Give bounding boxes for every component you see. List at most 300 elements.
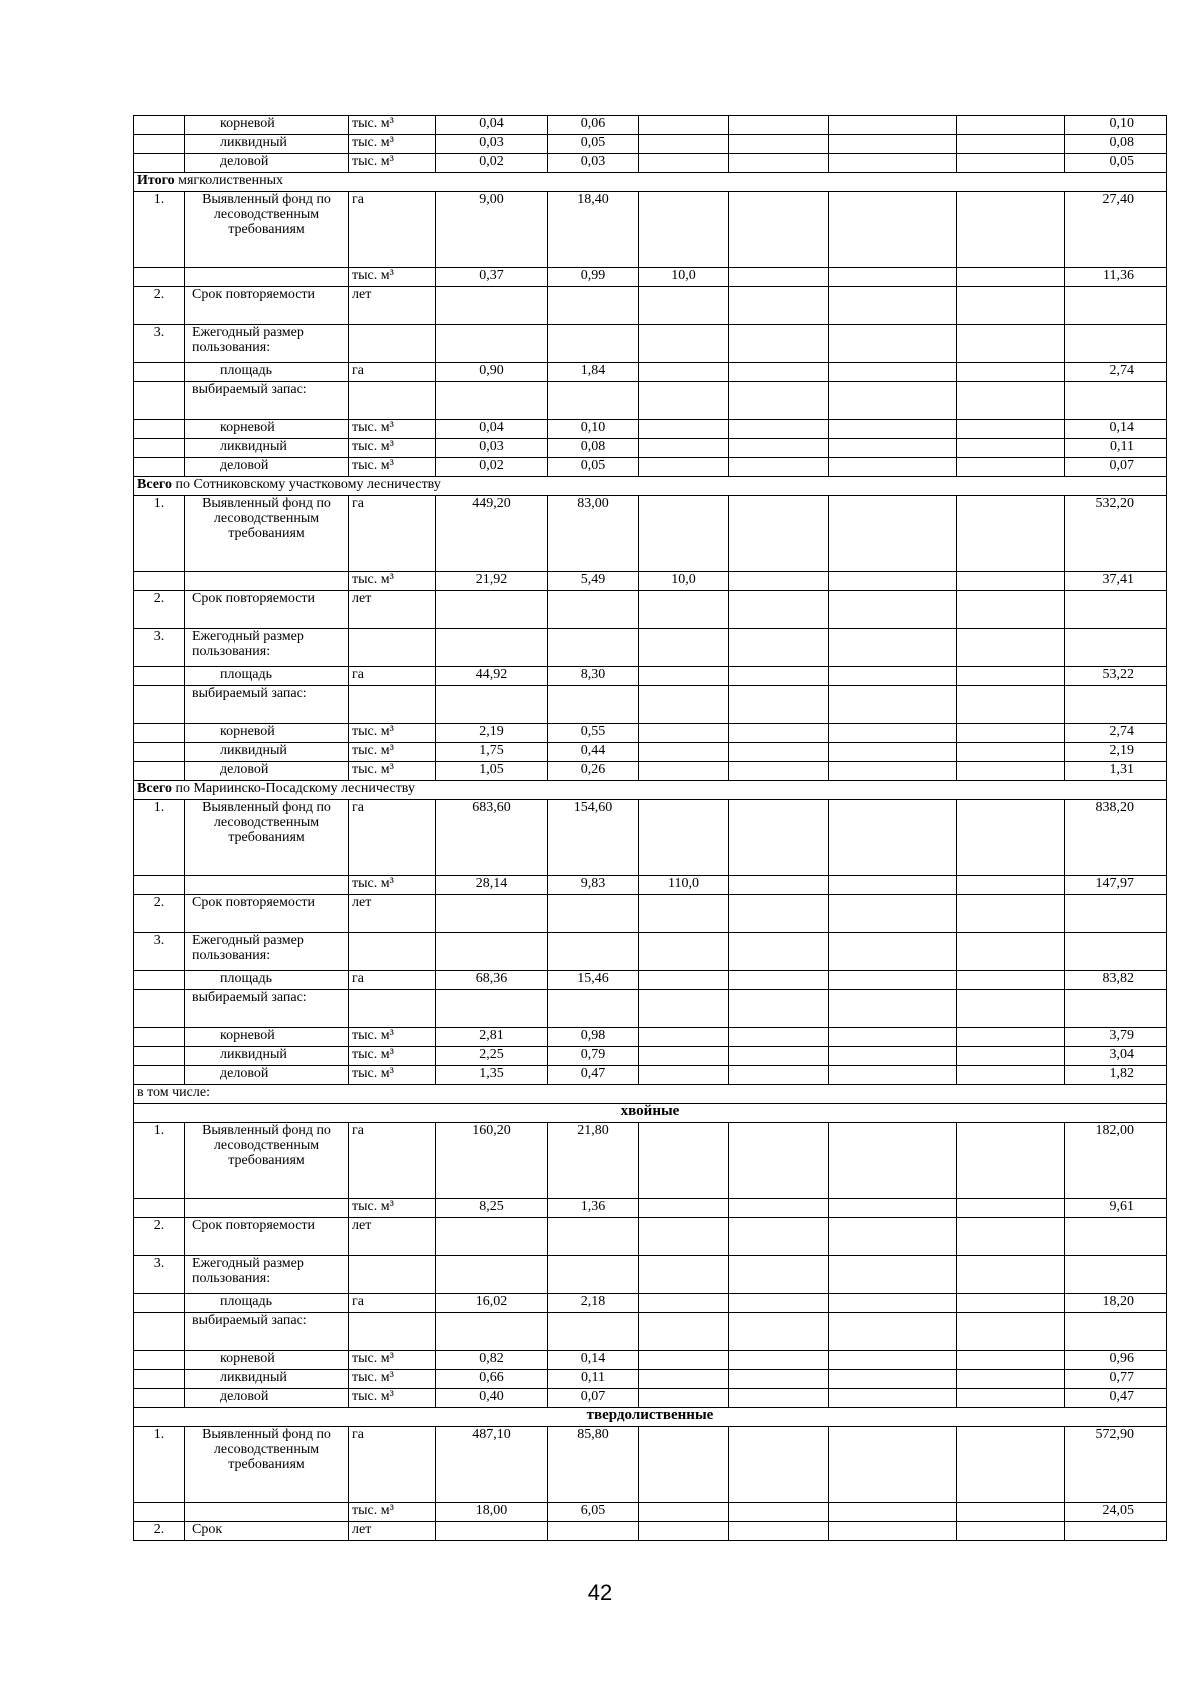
row-index: 3.	[134, 933, 185, 971]
row-index	[134, 572, 185, 591]
value-cell: 0,03	[436, 135, 548, 154]
unit-cell: га	[349, 363, 436, 382]
row-index	[134, 686, 185, 724]
value-cell: 8,30	[548, 667, 639, 686]
row-label: Выявленный фонд по лесоводственным требованиям	[185, 1427, 349, 1503]
value-cell	[639, 1503, 729, 1522]
value-cell	[548, 287, 639, 325]
table-row	[134, 154, 1167, 173]
total-cell: 147,97	[1065, 876, 1167, 895]
value-cell: 2,19	[436, 724, 548, 743]
row-label: деловой	[185, 1389, 349, 1408]
value-cell	[729, 439, 829, 458]
row-label: Срок	[185, 1522, 349, 1541]
value-cell: 0,90	[436, 363, 548, 382]
row-index: 1.	[134, 496, 185, 572]
table-row	[134, 382, 1167, 420]
value-cell	[829, 135, 957, 154]
row-label: корневой	[185, 116, 349, 135]
table-row	[134, 762, 1167, 781]
unit-cell: га	[349, 1427, 436, 1503]
value-cell	[829, 1294, 957, 1313]
row-index	[134, 876, 185, 895]
value-cell: 9,83	[548, 876, 639, 895]
value-cell: 21,80	[548, 1123, 639, 1199]
unit-cell: га	[349, 1123, 436, 1199]
value-cell	[957, 382, 1065, 420]
value-cell	[729, 154, 829, 173]
total-cell	[1065, 933, 1167, 971]
value-cell	[729, 1047, 829, 1066]
table-row	[134, 173, 1167, 192]
section-heading	[134, 173, 1167, 192]
row-index: 3.	[134, 325, 185, 363]
total-cell	[1065, 1218, 1167, 1256]
value-cell	[729, 762, 829, 781]
row-label: Выявленный фонд по лесоводственным требованиям	[185, 192, 349, 268]
table-row	[134, 1351, 1167, 1370]
row-index	[134, 743, 185, 762]
table-row	[134, 1389, 1167, 1408]
total-cell	[1065, 591, 1167, 629]
value-cell	[639, 667, 729, 686]
row-index	[134, 1389, 185, 1408]
table-row	[134, 629, 1167, 667]
unit-cell: тыс. м³	[349, 762, 436, 781]
value-cell: 0,02	[436, 458, 548, 477]
value-cell: 0,14	[548, 1351, 639, 1370]
value-cell: 68,36	[436, 971, 548, 990]
value-cell	[639, 1047, 729, 1066]
row-label: площадь	[185, 1294, 349, 1313]
value-cell	[957, 743, 1065, 762]
value-cell	[957, 268, 1065, 287]
table-row	[134, 477, 1167, 496]
value-cell	[957, 439, 1065, 458]
row-label: Срок повторяемости	[185, 895, 349, 933]
unit-cell	[349, 1313, 436, 1351]
unit-cell: лет	[349, 1522, 436, 1541]
unit-cell: лет	[349, 895, 436, 933]
section-heading-text: по Мариинско-Посадскому лесничеству	[171, 781, 415, 796]
value-cell	[829, 116, 957, 135]
row-index	[134, 1351, 185, 1370]
table-row	[134, 458, 1167, 477]
row-label: Выявленный фонд по лесоводственным требованиям	[185, 1123, 349, 1199]
value-cell	[729, 1123, 829, 1199]
value-cell	[639, 458, 729, 477]
value-cell	[957, 1294, 1065, 1313]
unit-cell	[349, 382, 436, 420]
value-cell: 0,99	[548, 268, 639, 287]
value-cell	[829, 154, 957, 173]
value-cell	[639, 192, 729, 268]
value-cell	[957, 1503, 1065, 1522]
row-label: Выявленный фонд по лесоводственным требованиям	[185, 496, 349, 572]
table-row	[134, 1522, 1167, 1541]
total-cell	[1065, 990, 1167, 1028]
value-cell	[957, 1370, 1065, 1389]
total-cell: 0,10	[1065, 116, 1167, 135]
table-row	[134, 1028, 1167, 1047]
row-index	[134, 1313, 185, 1351]
value-cell	[729, 496, 829, 572]
value-cell	[548, 325, 639, 363]
value-cell: 0,04	[436, 116, 548, 135]
value-cell	[639, 1351, 729, 1370]
value-cell	[729, 1313, 829, 1351]
unit-cell: тыс. м³	[349, 458, 436, 477]
table-row	[134, 800, 1167, 876]
unit-cell: га	[349, 667, 436, 686]
total-cell: 2,74	[1065, 724, 1167, 743]
table-row	[134, 325, 1167, 363]
total-cell: 182,00	[1065, 1123, 1167, 1199]
value-cell	[957, 591, 1065, 629]
value-cell	[829, 1351, 957, 1370]
value-cell	[957, 1123, 1065, 1199]
value-cell	[639, 363, 729, 382]
value-cell: 0,11	[548, 1370, 639, 1389]
unit-cell	[349, 325, 436, 363]
value-cell: 0,66	[436, 1370, 548, 1389]
value-cell	[639, 629, 729, 667]
value-cell	[957, 1066, 1065, 1085]
value-cell	[729, 1294, 829, 1313]
row-index: 1.	[134, 800, 185, 876]
total-cell: 1,82	[1065, 1066, 1167, 1085]
section-heading-bold: Всего	[137, 477, 172, 492]
table-row	[134, 496, 1167, 572]
value-cell: 2,18	[548, 1294, 639, 1313]
value-cell	[639, 1218, 729, 1256]
value-cell	[639, 1522, 729, 1541]
value-cell	[957, 762, 1065, 781]
value-cell	[548, 895, 639, 933]
value-cell	[729, 572, 829, 591]
row-label: деловой	[185, 762, 349, 781]
row-index	[134, 363, 185, 382]
table-row	[134, 1085, 1167, 1104]
unit-cell: тыс. м³	[349, 116, 436, 135]
total-cell: 0,47	[1065, 1389, 1167, 1408]
row-label: корневой	[185, 1351, 349, 1370]
value-cell	[639, 1427, 729, 1503]
row-label: Срок повторяемости	[185, 591, 349, 629]
value-cell	[436, 990, 548, 1028]
value-cell	[957, 990, 1065, 1028]
row-label	[185, 876, 349, 895]
unit-cell: тыс. м³	[349, 268, 436, 287]
unit-cell: тыс. м³	[349, 743, 436, 762]
total-cell: 0,96	[1065, 1351, 1167, 1370]
section-heading-bold: Всего	[137, 781, 172, 796]
total-cell: 0,77	[1065, 1370, 1167, 1389]
value-cell	[829, 1313, 957, 1351]
table-row	[134, 1199, 1167, 1218]
unit-cell: тыс. м³	[349, 1066, 436, 1085]
value-cell: 0,10	[548, 420, 639, 439]
total-cell	[1065, 629, 1167, 667]
value-cell	[829, 591, 957, 629]
value-cell	[639, 933, 729, 971]
value-cell	[829, 363, 957, 382]
value-cell	[729, 629, 829, 667]
value-cell	[829, 1066, 957, 1085]
value-cell	[639, 1123, 729, 1199]
total-cell: 53,22	[1065, 667, 1167, 686]
value-cell	[957, 1313, 1065, 1351]
unit-cell: га	[349, 800, 436, 876]
value-cell	[729, 933, 829, 971]
value-cell: 0,26	[548, 762, 639, 781]
table-row	[134, 686, 1167, 724]
table-row	[134, 876, 1167, 895]
unit-cell: лет	[349, 287, 436, 325]
value-cell	[729, 363, 829, 382]
table-row	[134, 116, 1167, 135]
value-cell	[829, 268, 957, 287]
value-cell	[548, 382, 639, 420]
table-row	[134, 439, 1167, 458]
value-cell	[957, 1256, 1065, 1294]
value-cell: 16,02	[436, 1294, 548, 1313]
total-cell: 0,05	[1065, 154, 1167, 173]
row-index	[134, 135, 185, 154]
value-cell	[639, 762, 729, 781]
value-cell	[829, 971, 957, 990]
unit-cell: тыс. м³	[349, 1199, 436, 1218]
row-label: Срок повторяемости	[185, 1218, 349, 1256]
row-label: площадь	[185, 971, 349, 990]
row-label	[185, 1503, 349, 1522]
row-label: корневой	[185, 1028, 349, 1047]
value-cell	[957, 667, 1065, 686]
value-cell: 0,98	[548, 1028, 639, 1047]
table-row	[134, 268, 1167, 287]
row-index	[134, 154, 185, 173]
total-cell: 0,11	[1065, 439, 1167, 458]
value-cell	[729, 192, 829, 268]
value-cell	[957, 800, 1065, 876]
value-cell	[729, 1389, 829, 1408]
unit-cell: га	[349, 971, 436, 990]
value-cell	[729, 1218, 829, 1256]
value-cell	[729, 895, 829, 933]
value-cell	[729, 667, 829, 686]
value-cell	[639, 135, 729, 154]
table-row	[134, 363, 1167, 382]
section-heading-text: мягколиственных	[174, 173, 283, 188]
total-cell	[1065, 382, 1167, 420]
row-label	[185, 1199, 349, 1218]
value-cell: 0,08	[548, 439, 639, 458]
value-cell	[829, 990, 957, 1028]
value-cell: 28,14	[436, 876, 548, 895]
value-cell	[729, 1256, 829, 1294]
unit-cell	[349, 1256, 436, 1294]
value-cell: 10,0	[639, 268, 729, 287]
value-cell	[436, 629, 548, 667]
value-cell	[729, 1199, 829, 1218]
row-index	[134, 1503, 185, 1522]
section-heading-text: по Сотниковскому участковому лесничеству	[171, 477, 441, 492]
value-cell	[729, 325, 829, 363]
row-index	[134, 268, 185, 287]
value-cell	[957, 116, 1065, 135]
value-cell: 85,80	[548, 1427, 639, 1503]
total-cell: 0,07	[1065, 458, 1167, 477]
value-cell	[957, 1218, 1065, 1256]
species-group-heading: твердолиственные	[134, 1408, 1167, 1427]
row-index	[134, 382, 185, 420]
value-cell	[829, 800, 957, 876]
value-cell	[829, 1199, 957, 1218]
value-cell: 1,84	[548, 363, 639, 382]
table-row	[134, 724, 1167, 743]
value-cell	[729, 287, 829, 325]
value-cell: 0,07	[548, 1389, 639, 1408]
value-cell	[436, 895, 548, 933]
unit-cell: тыс. м³	[349, 572, 436, 591]
row-label: Выявленный фонд по лесоводственным требованиям	[185, 800, 349, 876]
value-cell	[729, 591, 829, 629]
value-cell	[957, 496, 1065, 572]
unit-cell: тыс. м³	[349, 724, 436, 743]
value-cell	[639, 724, 729, 743]
table-row	[134, 1370, 1167, 1389]
value-cell	[548, 933, 639, 971]
total-cell: 3,04	[1065, 1047, 1167, 1066]
row-index	[134, 1199, 185, 1218]
unit-cell: лет	[349, 591, 436, 629]
value-cell	[639, 496, 729, 572]
value-cell: 1,05	[436, 762, 548, 781]
value-cell	[957, 971, 1065, 990]
value-cell: 154,60	[548, 800, 639, 876]
total-cell: 572,90	[1065, 1427, 1167, 1503]
value-cell	[548, 1313, 639, 1351]
value-cell	[957, 287, 1065, 325]
value-cell	[729, 800, 829, 876]
value-cell: 0,55	[548, 724, 639, 743]
value-cell	[729, 420, 829, 439]
value-cell	[829, 382, 957, 420]
value-cell	[639, 439, 729, 458]
value-cell	[729, 743, 829, 762]
value-cell	[957, 135, 1065, 154]
value-cell	[829, 686, 957, 724]
table-row	[134, 591, 1167, 629]
value-cell	[436, 1256, 548, 1294]
value-cell	[957, 1427, 1065, 1503]
value-cell	[548, 591, 639, 629]
unit-cell	[349, 686, 436, 724]
unit-cell	[349, 629, 436, 667]
value-cell	[436, 325, 548, 363]
value-cell	[957, 1389, 1065, 1408]
row-index	[134, 1294, 185, 1313]
value-cell	[829, 1218, 957, 1256]
value-cell	[957, 572, 1065, 591]
section-heading-text: в том числе:	[137, 1085, 210, 1100]
value-cell: 487,10	[436, 1427, 548, 1503]
value-cell: 2,81	[436, 1028, 548, 1047]
table-row	[134, 192, 1167, 268]
unit-cell: тыс. м³	[349, 154, 436, 173]
row-label: Ежегодный размер пользования:	[185, 629, 349, 667]
total-cell: 83,82	[1065, 971, 1167, 990]
unit-cell	[349, 990, 436, 1028]
value-cell: 1,36	[548, 1199, 639, 1218]
value-cell: 15,46	[548, 971, 639, 990]
value-cell	[829, 287, 957, 325]
value-cell: 0,40	[436, 1389, 548, 1408]
value-cell	[957, 895, 1065, 933]
value-cell	[639, 895, 729, 933]
value-cell	[729, 1427, 829, 1503]
value-cell	[436, 1522, 548, 1541]
row-index: 3.	[134, 629, 185, 667]
value-cell	[957, 458, 1065, 477]
value-cell: 83,00	[548, 496, 639, 572]
value-cell	[829, 192, 957, 268]
table-row	[134, 781, 1167, 800]
table-row	[134, 1427, 1167, 1503]
unit-cell: тыс. м³	[349, 1503, 436, 1522]
row-label: Срок повторяемости	[185, 287, 349, 325]
row-label: ликвидный	[185, 1047, 349, 1066]
value-cell: 0,79	[548, 1047, 639, 1066]
value-cell: 160,20	[436, 1123, 548, 1199]
value-cell	[548, 1256, 639, 1294]
row-index	[134, 724, 185, 743]
value-cell	[639, 990, 729, 1028]
value-cell	[729, 1522, 829, 1541]
value-cell	[957, 420, 1065, 439]
row-index: 2.	[134, 287, 185, 325]
row-index: 1.	[134, 1123, 185, 1199]
table-row	[134, 1294, 1167, 1313]
value-cell	[729, 1028, 829, 1047]
table-row	[134, 1503, 1167, 1522]
value-cell	[829, 1256, 957, 1294]
row-index	[134, 420, 185, 439]
unit-cell: тыс. м³	[349, 1389, 436, 1408]
row-index	[134, 458, 185, 477]
value-cell	[639, 591, 729, 629]
value-cell: 0,44	[548, 743, 639, 762]
table-body	[134, 116, 1167, 1541]
row-label: деловой	[185, 458, 349, 477]
unit-cell: тыс. м³	[349, 1370, 436, 1389]
value-cell	[729, 876, 829, 895]
value-cell	[957, 1028, 1065, 1047]
value-cell	[639, 420, 729, 439]
row-label: корневой	[185, 420, 349, 439]
page-number: 42	[587, 1580, 613, 1605]
value-cell	[957, 363, 1065, 382]
value-cell	[436, 1313, 548, 1351]
row-index: 3.	[134, 1256, 185, 1294]
value-cell	[829, 1522, 957, 1541]
unit-cell: тыс. м³	[349, 1351, 436, 1370]
value-cell: 683,60	[436, 800, 548, 876]
table-row	[134, 135, 1167, 154]
value-cell	[639, 743, 729, 762]
row-index	[134, 1370, 185, 1389]
value-cell	[829, 876, 957, 895]
